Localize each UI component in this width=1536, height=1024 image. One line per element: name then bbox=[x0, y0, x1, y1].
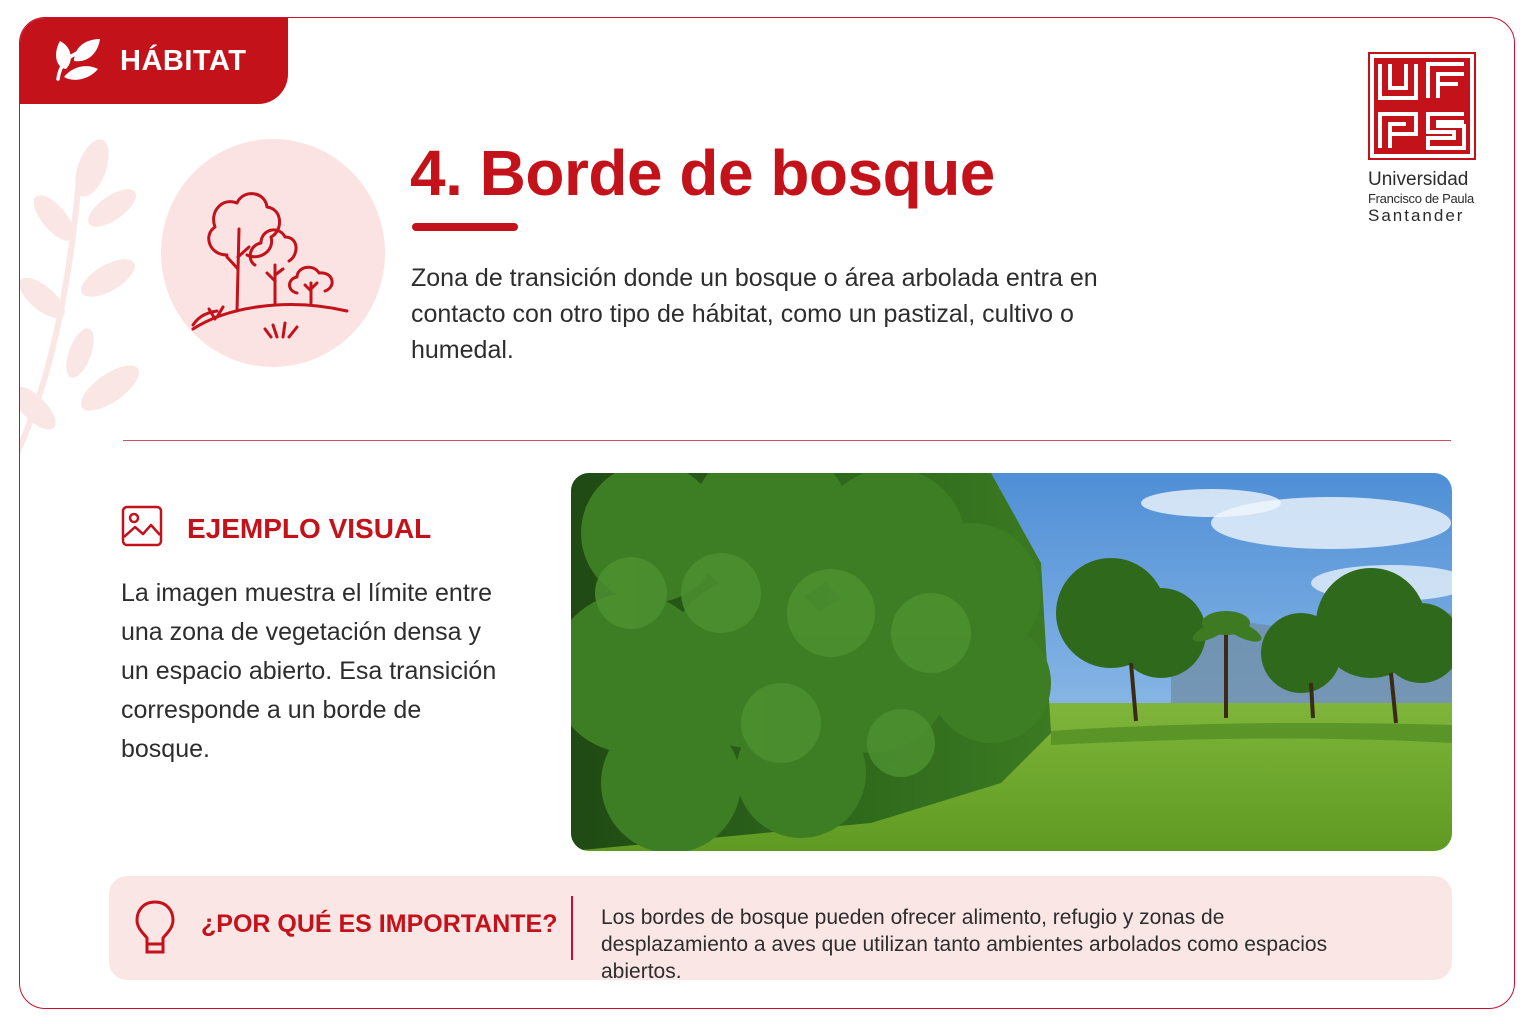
forest-edge-photo bbox=[571, 473, 1452, 851]
ufps-logo-mark bbox=[1368, 52, 1476, 160]
logo-line-universidad: Universidad bbox=[1368, 169, 1469, 190]
logo-line-santander: Santander bbox=[1368, 206, 1465, 225]
forest-edge-icon bbox=[187, 169, 357, 339]
example-description: La imagen muestra el límite entre una zona de vegetación densa y un espacio abierto. Esa transición corresponde a un borde de bosque. bbox=[121, 579, 497, 763]
section-divider bbox=[123, 440, 1451, 441]
habitat-illustration bbox=[161, 139, 385, 367]
page-title: 4. Borde de bosque bbox=[410, 137, 995, 209]
importance-heading: ¿POR QUÉ ES IMPORTANTE? bbox=[201, 910, 558, 938]
category-label: HÁBITAT bbox=[120, 44, 247, 77]
example-heading: EJEMPLO VISUAL bbox=[187, 512, 432, 544]
title-underline bbox=[412, 223, 518, 231]
banner-separator bbox=[571, 896, 573, 960]
university-logo bbox=[1368, 52, 1480, 226]
leaves-icon bbox=[52, 33, 104, 90]
habitat-card bbox=[19, 17, 1515, 1009]
habitat-description: Zona de transición donde un bosque o área arbolada entra en contacto con otro tipo de hábitat, como un pastizal, cultivo o humedal. bbox=[411, 264, 1098, 364]
image-icon bbox=[121, 505, 163, 552]
lightbulb-icon bbox=[133, 898, 177, 961]
importance-text: Los bordes de bosque pueden ofrecer alimento, refugio y zonas de desplazamiento a aves que utilizan tanto ambientes arbolados como espacios abiertos. bbox=[601, 906, 1328, 983]
example-heading-row bbox=[121, 505, 431, 552]
logo-line-francisco: Francisco de Paula bbox=[1368, 191, 1474, 206]
branch-decoration-icon bbox=[20, 128, 160, 488]
category-tab bbox=[20, 18, 288, 104]
importance-banner bbox=[109, 876, 1452, 983]
